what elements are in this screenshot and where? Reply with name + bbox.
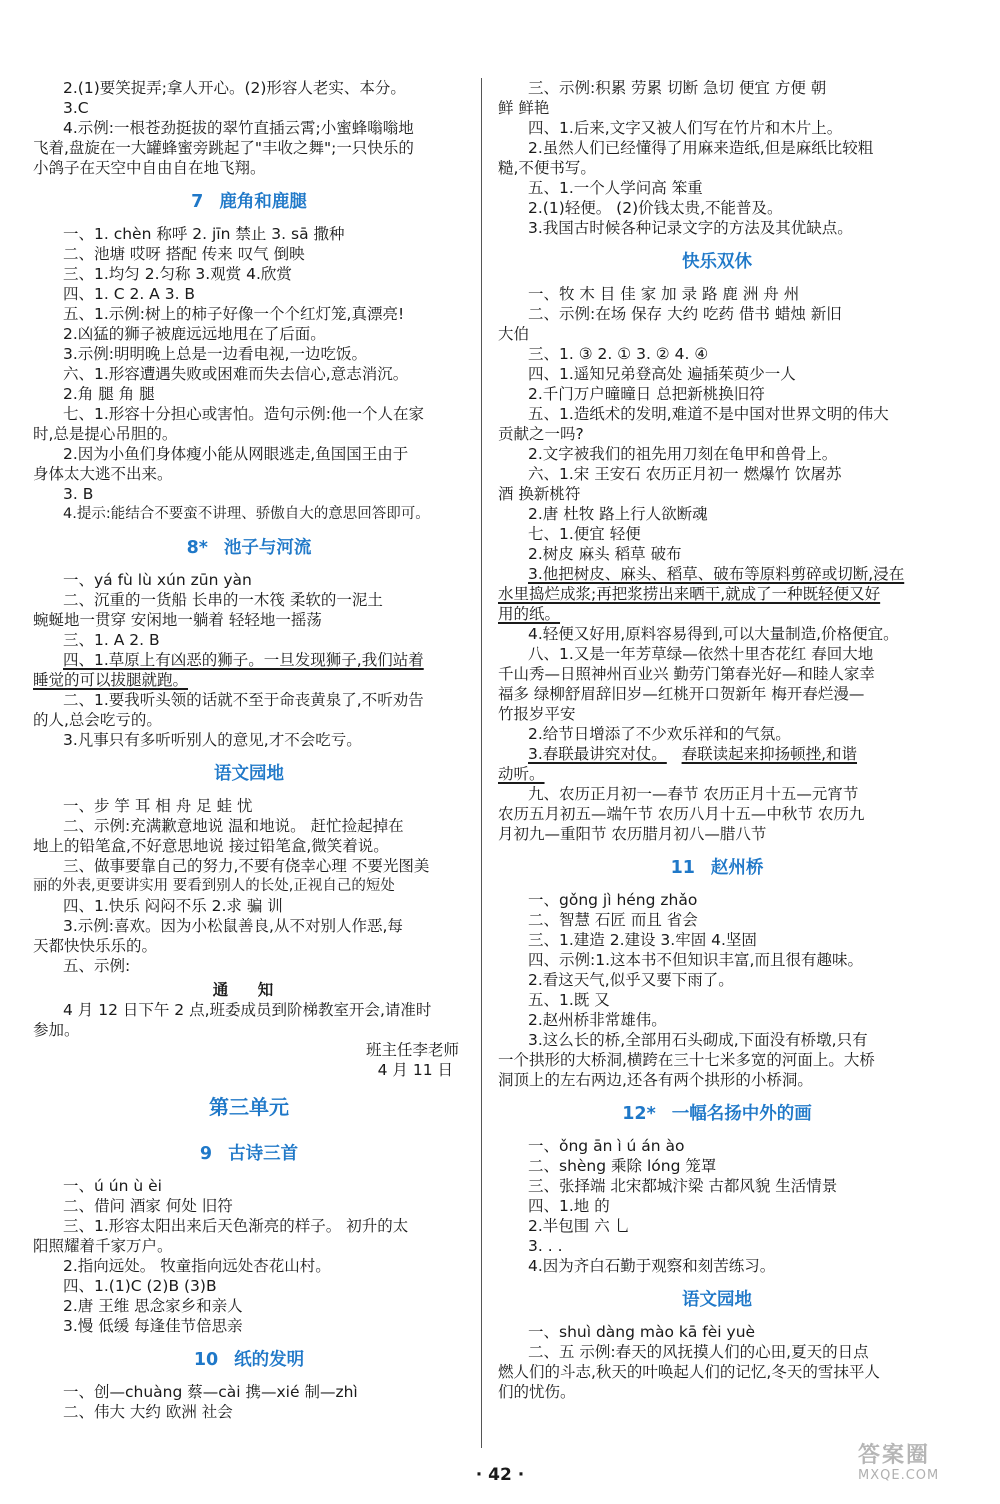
answer-line: 3. . . (528, 1237, 563, 1255)
answer-line: 3.慢 低缓 每逢佳节倍思亲 (63, 1317, 243, 1335)
answer-line: 身体太大逃不出来。 (33, 465, 173, 483)
answer-line: 2.凶猛的狮子被鹿远远地甩在了后面。 (63, 325, 326, 343)
section-heading-11 (498, 848, 936, 888)
section-heading-12 (498, 1094, 936, 1134)
answer-line: 三、1. A 2. B (63, 631, 160, 649)
answer-line: 3.示例:明明晚上总是一边看电视,一边吃饭。 (63, 345, 367, 363)
answer-line: 六、1.形容遭遇失败或困难而失去信心,意志消沉。 (63, 365, 409, 383)
answer-line: 3. B (63, 485, 94, 503)
answer-line: 四、1.遥知兄弟登高处 遍插茱萸少一人 (528, 365, 796, 383)
answer-line: 二、智慧 石匠 而且 省会 (528, 911, 698, 929)
answer-line: 五、1.示例:树上的柿子好像一个个红灯笼,真漂亮! (63, 305, 405, 323)
section-heading-7 (33, 182, 465, 222)
answer-line: 二、五 示例:春天的风抚摸人们的心田,夏天的日点 (528, 1343, 869, 1361)
answer-line: 2.唐 王维 思念家乡和亲人 (63, 1297, 243, 1315)
answer-line: 2.树皮 麻头 稻草 破布 (528, 545, 682, 563)
answer-line: 阳照耀着千家万户。 (33, 1237, 173, 1255)
answer-line: 2.唐 杜牧 路上行人欲断魂 (528, 505, 708, 523)
lesson-title: 鹿角和鹿腿 (219, 192, 307, 212)
answer-line: 四、1.快乐 闷闷不乐 2.求 骗 训 (63, 897, 283, 915)
column-divider (481, 78, 482, 1448)
answer-line: 四、1.地 的 (528, 1197, 610, 1215)
section-heading-8 (33, 528, 465, 568)
answer-line: 鲜 鲜艳 (498, 99, 550, 117)
answer-line: 一、shuì dàng mào kā fèi yuè (528, 1323, 756, 1341)
answer-line: 蜿蜒地一贯穿 安闲地一躺着 轻轻地一摇荡 (33, 611, 322, 629)
answer-line: 丽的外表,更要讲实用 要看到别人的长处,正视自己的短处 (33, 878, 395, 894)
section-title: 语文园地 (214, 764, 284, 784)
answer-line: 2.指向远处。 牧童指向远处杏花山村。 (63, 1257, 331, 1275)
lesson-number: 7 (191, 192, 204, 212)
notice-title: 通 知 (212, 981, 286, 999)
notice-line: 参加。 (33, 1021, 80, 1039)
watermark-domain: MXQE.COM (858, 1468, 940, 1483)
answer-line: 2.给节日增添了不少欢乐祥和的气氛。 (528, 725, 791, 743)
answer-line: 2.文字被我们的祖先用刀刻在龟甲和兽骨上。 (528, 445, 838, 463)
answer-line: 竹报岁平安 (498, 705, 576, 723)
answer-line: 一个拱形的大桥洞,横跨在三十七米多宽的河面上。大桥 (498, 1051, 875, 1069)
page-number: · 42 · (475, 1465, 525, 1485)
answer-line: 2.半包围 六 乚 (528, 1217, 631, 1235)
answer-line: 四、示例:1.这本书不但知识丰富,而且很有趣味。 (528, 951, 863, 969)
answer-line: 一、牧 木 目 佳 家 加 录 路 鹿 洲 舟 州 (528, 285, 800, 303)
answer-line: 糙,不便书写。 (498, 159, 596, 177)
answer-line: 的人,总会吃亏的。 (33, 711, 162, 729)
answer-line: 二、shèng 乘除 lóng 笼罩 (528, 1157, 717, 1175)
underlined-answer: 动听。 (498, 765, 545, 783)
lesson-title: 纸的发明 (234, 1350, 305, 1370)
underlined-answer: 睡觉的可以拔腿就跑。 (33, 671, 189, 689)
answer-line: 洞顶上的左右两边,还各有两个拱形的小桥洞。 (498, 1071, 813, 1089)
watermark-logo (858, 1443, 990, 1498)
notice-date: 4 月 11 日 (377, 1061, 453, 1079)
notice-signature: 班主任李老师 (365, 1041, 459, 1059)
answer-line: 农历五月初五—端午节 农历八月十五—中秋节 农历九 (498, 805, 865, 823)
answer-line: 4.轻便又好用,原料容易得到,可以大量制造,价格便宜。 (528, 625, 899, 643)
section-title: 快乐双休 (682, 252, 752, 272)
answer-line: 3.我国古时候各种记录文字的方法及其优缺点。 (528, 219, 853, 237)
lesson-title: 古诗三首 (228, 1144, 299, 1164)
answer-line: 二、借问 酒家 何处 旧符 (63, 1197, 233, 1215)
answer-line: 三、1.建造 2.建设 3.牢固 4.坚固 (528, 931, 757, 949)
answer-line: 一、ú ún ù èi (63, 1177, 162, 1195)
left-column (33, 78, 465, 1422)
answer-line: 千山秀—日照神州百业兴 勤劳门第春光好—和睦人家幸 (498, 665, 875, 683)
answer-line: 天都快快乐乐的。 (33, 937, 158, 955)
answer-line: 4.提示:能结合不要蛮不讲理、骄傲自大的意思回答即可。 (63, 506, 430, 522)
notice-line: 4 月 12 日下午 2 点,班委成员到阶梯教室开会,请准时 (63, 1001, 432, 1019)
answer-line: 一、yá fù lù xún zūn yàn (63, 571, 252, 589)
answer-line: 2.角 腿 角 腿 (63, 385, 155, 403)
section-heading-10 (33, 1340, 465, 1380)
answer-line: 4.示例:一根苍劲挺拔的翠竹直插云霄;小蜜蜂嗡嗡地 (63, 119, 414, 137)
answer-line: 们的忧伤。 (498, 1383, 576, 1401)
section-heading-happy-weekend (498, 242, 936, 282)
underlined-answer: 四、1.草原上有凶恶的狮子。一旦发现狮子,我们站着 (63, 651, 424, 669)
answer-line: 2.看这天气,似乎又要下雨了。 (528, 971, 734, 989)
answer-line: 四、1.后来,文字又被人们写在竹片和木片上。 (528, 119, 843, 137)
answer-line: 二、示例:充满歉意地说 温和地说。 赶忙捡起掉在 (63, 817, 404, 835)
answer-line: 四、1. C 2. A 3. B (63, 285, 196, 303)
answer-line: 三、1.形容太阳出来后天色渐亮的样子。 初升的太 (63, 1217, 409, 1235)
answer-line: 2.(1)轻便。 (2)价钱太贵,不能普及。 (528, 199, 783, 217)
answer-line: 四、1.(1)C (2)B (3)B (63, 1277, 217, 1295)
answer-line: 五、1.既 又 (528, 991, 610, 1009)
answer-line: 4.因为齐白石勤于观察和刻苦练习。 (528, 1257, 776, 1275)
answer-line: 一、1. chèn 称呼 2. jīn 禁止 3. sā 撒种 (63, 225, 345, 243)
answer-line: 九、农历正月初一—春节 农历正月十五—元宵节 (528, 785, 859, 803)
underlined-answer: 用的纸。 (498, 605, 561, 623)
lesson-number: 9 (199, 1144, 213, 1164)
answer-line: 三、做事要靠自己的努力,不要有侥幸心理 不要光图美 (63, 857, 430, 875)
answer-line: 一、ǒng ān ì ú án ào (528, 1137, 685, 1155)
answer-line: 五、1.造纸术的发明,难道不是中国对世界文明的伟大 (528, 405, 889, 423)
answer-line: 一、创—chuàng 蔡—cài 携—xié 制—zhì (63, 1383, 358, 1401)
answer-line: 2.(1)要笑捉弄;拿人开心。(2)形容人老实、本分。 (63, 79, 406, 97)
answer-line: 小鸽子在天空中自由自在地飞翔。 (33, 159, 266, 177)
right-column (498, 78, 936, 1402)
answer-line: 五、示例: (63, 957, 131, 975)
answer-line: 八、1.又是一年芳草绿—依然十里杏花红 春回大地 (528, 645, 874, 663)
lesson-number: 8* (186, 538, 208, 558)
answer-line: 福多 绿柳舒眉辞旧岁—红桃开口贺新年 梅开春烂漫— (498, 685, 865, 703)
section-title: 语文园地 (682, 1290, 752, 1310)
lesson-title: 一幅名扬中外的画 (671, 1104, 812, 1124)
answer-line: 二、池塘 哎呀 搭配 传来 叹气 倒映 (63, 245, 305, 263)
answer-line: 2.虽然人们已经懂得了用麻来造纸,但是麻纸比较粗 (528, 139, 874, 157)
answer-line: 二、伟大 大约 欧洲 社会 (63, 1403, 233, 1421)
answer-line: 3.这么长的桥,全部用石头砌成,下面没有桥墩,只有 (528, 1031, 868, 1049)
answer-line: 三、1.均匀 2.匀称 3.观赏 4.欣赏 (63, 265, 292, 283)
underlined-answer: 春联读起来抑扬顿挫,和谐 (681, 745, 858, 763)
underlined-answer: 水里捣烂成浆;再把浆捞出来晒干,就成了一种既轻便又好 (498, 585, 881, 603)
answer-line: 七、1.便宜 轻便 (528, 525, 641, 543)
answer-line: 三、张择端 北宋都城汴梁 古都风貌 生活情景 (528, 1177, 838, 1195)
underlined-answer: 3.春联最讲究对仗。 (528, 745, 667, 763)
lesson-title: 赵州桥 (710, 858, 764, 878)
answer-line: 三、示例:积累 劳累 切断 急切 便宜 方便 朝 (528, 79, 827, 97)
answer-line: 酒 换新桃符 (498, 485, 581, 503)
answer-line: 地上的铅笔盒,不好意思地说 接过铅笔盒,微笑着说。 (33, 837, 389, 855)
answer-line: 飞着,盘旋在一大罐蜂蜜旁跳起了"丰收之舞";一只快乐的 (33, 139, 414, 157)
answer-line: 七、1.形容十分担心或害怕。造句示例:他一个人在家 (63, 405, 425, 423)
answer-line: 六、1.宋 王安石 农历正月初一 燃爆竹 饮屠苏 (528, 465, 842, 483)
answer-line: 2.赵州桥非常雄伟。 (528, 1011, 667, 1029)
lesson-number: 12* (622, 1104, 656, 1124)
answer-line: 时,总是提心吊胆的。 (33, 425, 178, 443)
answer-line: 三、1. ③ 2. ① 3. ② 4. ④ (528, 345, 709, 363)
unit-title: 第三单元 (209, 1095, 289, 1119)
answer-line: 一、步 竽 耳 相 舟 足 蛙 忧 (63, 797, 253, 815)
answer-line: 2.因为小鱼们身体瘦小能从网眼逃走,鱼国国王由于 (63, 445, 409, 463)
page-number-value: 42 (488, 1465, 512, 1485)
answer-line: 五、1.一个人学问高 笨重 (528, 179, 703, 197)
section-heading-9 (33, 1134, 465, 1174)
answer-line: 大伯 (498, 325, 530, 343)
answer-line: 3.示例:喜欢。因为小松鼠善良,从不对别人作恶,每 (63, 917, 403, 935)
answer-line: 月初九—重阳节 农历腊月初八—腊八节 (498, 825, 767, 843)
answer-line: 2.千门万户曈曈日 总把新桃换旧符 (528, 385, 765, 403)
answer-line: 3.C (63, 99, 89, 117)
answer-line: 燃人们的斗志,秋天的叶唤起人们的记忆,冬天的雪抹平人 (498, 1363, 880, 1381)
watermark-text: 答案圈 (858, 1443, 931, 1468)
lesson-number: 10 (193, 1350, 219, 1370)
lesson-number: 11 (670, 858, 695, 878)
answer-line: 二、沉重的一货船 长串的一木筏 柔软的一泥土 (63, 591, 383, 609)
section-heading-garden-2 (498, 1280, 936, 1320)
unit-heading (33, 1084, 465, 1130)
answer-line: 二、1.要我听头领的话就不至于命丧黄泉了,不听劝告 (63, 691, 424, 709)
answer-line: 一、gǒng jì héng zhǎo (528, 891, 698, 909)
answer-line: 二、示例:在场 保存 大约 吃药 借书 蜡烛 新旧 (528, 305, 842, 323)
underlined-answer: 3.他把树皮、麻头、稻草、破布等原料剪碎或切断,浸在 (528, 565, 905, 583)
lesson-title: 池子与河流 (223, 538, 312, 558)
answer-line: 3.凡事只有多听听别人的意见,才不会吃亏。 (63, 731, 362, 749)
answer-line: 贡献之一吗? (498, 425, 584, 443)
section-heading-garden (33, 754, 465, 794)
